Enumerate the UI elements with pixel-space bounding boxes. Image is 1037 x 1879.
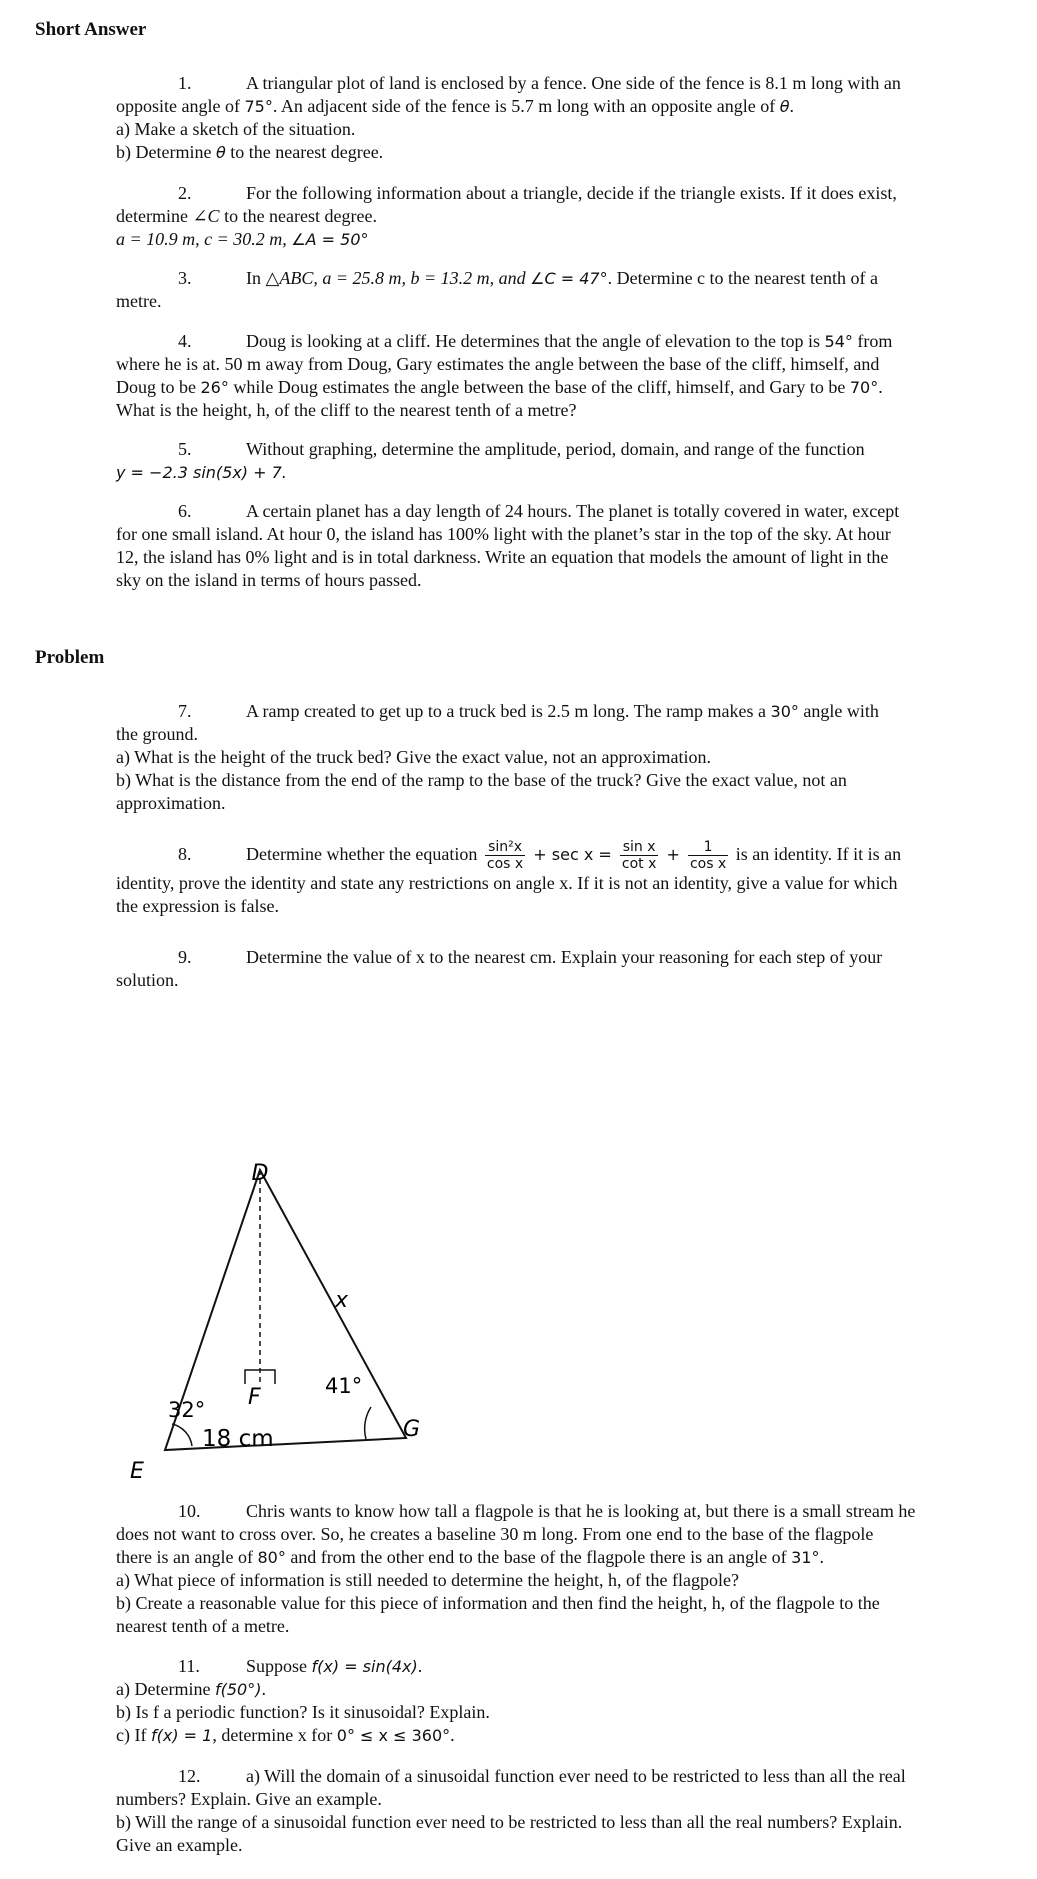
fraction-sin2x-over-cosx (485, 839, 525, 872)
angle-value: 26° (200, 378, 229, 397)
angle-value: 75° (244, 97, 273, 116)
part-b (116, 141, 1006, 164)
question-2 (116, 182, 1006, 251)
question-text: and from the other end to the base of the flagpole there is an angle of (285, 1547, 792, 1567)
question-text: . (417, 1656, 423, 1676)
question-9 (116, 946, 1006, 992)
angle-value: ∠C = 47° (530, 269, 608, 288)
question-text: 12, the island has 0% light and is in total darkness. Write an equation that models the amount of light in the (116, 547, 889, 567)
question-text: . An adjacent side of the fence is 5.7 m long with an opposite angle of (272, 96, 780, 116)
angle-label-e: 32° (168, 1398, 206, 1422)
fraction-1-over-cosx (688, 839, 728, 872)
section-heading-short-answer: Short Answer (35, 19, 147, 40)
question-number: 9. (178, 947, 192, 967)
function-expression: f(x) = sin(4x) (311, 1657, 418, 1676)
question-11 (116, 1655, 1006, 1747)
part-b: b) Create a reasonable value for this piece of information and then find the height, h, of the flagpole to the (116, 1593, 880, 1613)
question-text: b) Determine (116, 142, 216, 162)
question-text: . Determine c to the nearest tenth of a (607, 268, 878, 288)
length-label-ef: 18 cm (202, 1426, 274, 1452)
question-text: Suppose (246, 1656, 312, 1676)
triangle-symbol: △ABC (265, 268, 314, 288)
question-text: to the nearest degree. (219, 206, 377, 226)
part-b: b) Will the range of a sinusoidal function ever need to be restricted to less than all the real numbers? Explain. (116, 1812, 903, 1832)
question-text: For the following information about a triangle, decide if the triangle exists. If it does exist, (246, 183, 897, 203)
angle-label-g: 41° (325, 1374, 363, 1398)
question-10 (116, 1500, 1006, 1638)
equation-operator: + (661, 845, 685, 864)
denominator: cos x (486, 856, 524, 873)
question-number: 6. (178, 501, 192, 521)
domain-range: 0° ≤ x ≤ 360° (336, 1726, 451, 1745)
question-text: Determine the value of x to the nearest cm. Explain your reasoning for each step of your (246, 947, 883, 967)
question-text: Without graphing, determine the amplitude, period, domain, and range of the function (246, 439, 865, 459)
question-text: . (878, 377, 883, 397)
question-number: 12. (178, 1766, 201, 1786)
question-text: What is the height, h, of the cliff to the nearest tenth of a metre? (116, 400, 577, 420)
question-number: 10. (178, 1501, 201, 1521)
question-text: A certain planet has a day length of 24 hours. The planet is totally covered in water, except (246, 501, 900, 521)
part-c (116, 1724, 1006, 1747)
question-number: 5. (178, 439, 192, 459)
question-text: does not want to cross over. So, he creates a baseline 30 m long. From one end to the base of the flagpole (116, 1524, 874, 1544)
question-text: angle with (798, 701, 879, 721)
angle-arc-e (172, 1424, 192, 1446)
angle-value: 31° (791, 1548, 820, 1567)
part-b: b) Is f a periodic function? Is it sinusoidal? Explain. (116, 1702, 490, 1722)
question-text: c) If (116, 1725, 151, 1745)
angle-value: 30° (770, 702, 799, 721)
theta-symbol: θ (215, 143, 226, 162)
part-a (116, 1678, 1006, 1701)
question-text: metre. (116, 291, 162, 311)
question-text: Chris wants to know how tall a flagpole is that he is looking at, but there is a small stream he (246, 1501, 916, 1521)
part-a: a) Will the domain of a sinusoidal function ever need to be restricted to less than all the real (246, 1766, 906, 1786)
question-4 (116, 330, 1006, 422)
function-expression: f(x) = 1 (150, 1726, 213, 1745)
question-text: sky on the island in terms of hours passed. (116, 570, 422, 590)
label-x: x (335, 1288, 349, 1313)
part-a: a) What piece of information is still needed to determine the height, h, of the flagpole? (116, 1570, 739, 1590)
part-b: b) What is the distance from the end of the ramp to the base of the truck? Give the exact value, not an (116, 770, 847, 790)
question-text: is an identity. If it is an (731, 844, 902, 864)
question-text: In (246, 268, 266, 288)
label-g: G (403, 1417, 421, 1442)
function-expression: y = −2.3 sin(5x) + 7. (116, 463, 287, 482)
question-text: . (819, 1547, 824, 1567)
question-text: while Doug estimates the angle between the base of the cliff, himself, and Gary to be (228, 377, 850, 397)
question-text: Doug to be (116, 377, 201, 397)
question-number: 1. (178, 73, 192, 93)
question-text: where he is at. 50 m away from Doug, Gary estimates the angle between the base of the cliff, himself, and (116, 354, 880, 374)
question-text: A triangular plot of land is enclosed by a fence. One side of the fence is 8.1 m long with an (246, 73, 901, 93)
question-number: 4. (178, 331, 192, 351)
angle-symbol: ∠C (192, 206, 220, 226)
numerator: sin x (620, 839, 659, 856)
function-expression: f(50°) (214, 1680, 262, 1699)
part-a: a) What is the height of the truck bed? Give the exact value, not an approximation. (116, 747, 711, 767)
triangle-figure (120, 1160, 440, 1490)
denominator: cot x (621, 856, 657, 873)
angle-arc-g (365, 1407, 371, 1439)
question-number: 3. (178, 268, 192, 288)
question-3 (116, 267, 1006, 313)
label-d: D (251, 1161, 269, 1186)
question-text: a) Determine (116, 1679, 215, 1699)
question-number: 11. (178, 1656, 200, 1676)
question-text: to the nearest degree. (225, 142, 384, 162)
question-text: from (852, 331, 893, 351)
denominator: cos x (689, 856, 727, 873)
question-text: determine (116, 206, 193, 226)
question-12 (116, 1765, 1006, 1857)
question-text: , determine x for (212, 1725, 337, 1745)
question-text: the ground. (116, 724, 198, 744)
question-5 (116, 438, 1006, 484)
question-text: the expression is false. (116, 896, 279, 916)
theta-symbol: θ (779, 97, 790, 116)
angle-value: 54° (824, 332, 853, 351)
question-6 (116, 500, 1006, 592)
given-values: a = 10.9 m, c = 30.2 m, (116, 229, 292, 249)
question-number: 8. (178, 844, 192, 864)
question-text: . (450, 1725, 455, 1745)
section-heading-problem: Problem (35, 647, 105, 668)
label-f: F (248, 1385, 261, 1410)
question-text: solution. (116, 970, 179, 990)
angle-value: 80° (257, 1548, 286, 1567)
question-text: for one small island. At hour 0, the island has 100% light with the planet’s star in the top of the sky. At hour (116, 524, 891, 544)
angle-value: ∠A = 50° (291, 230, 369, 249)
question-8 (116, 836, 1006, 918)
question-1 (116, 72, 1006, 164)
question-text: approximation. (116, 793, 226, 813)
angle-value: 70° (849, 378, 879, 397)
question-text: A ramp created to get up to a truck bed is 2.5 m long. The ramp makes a (246, 701, 771, 721)
question-text: Give an example. (116, 1835, 243, 1855)
question-number: 7. (178, 701, 192, 721)
question-text: . (789, 96, 795, 116)
label-e: E (130, 1459, 144, 1484)
equation-operator: + sec x = (528, 845, 617, 864)
question-text: numbers? Explain. Give an example. (116, 1789, 382, 1809)
numerator: 1 (688, 839, 728, 856)
question-7 (116, 700, 1006, 815)
question-text: there is an angle of (116, 1547, 258, 1567)
question-text: . (261, 1679, 266, 1699)
question-text: Doug is looking at a cliff. He determines that the angle of elevation to the top is (246, 331, 825, 351)
question-text: nearest tenth of a metre. (116, 1616, 290, 1636)
question-text: Determine whether the equation (246, 844, 482, 864)
fraction-sinx-over-cotx (620, 839, 659, 872)
question-text: identity, prove the identity and state any restrictions on angle x. If it is not an identity, give a value for which (116, 873, 898, 893)
question-number: 2. (178, 183, 192, 203)
question-text: opposite angle of (116, 96, 245, 116)
numerator: sin²x (485, 839, 525, 856)
given-values: , a = 25.8 m, b = 13.2 m, and (313, 268, 531, 288)
part-a: a) Make a sketch of the situation. (116, 119, 356, 139)
